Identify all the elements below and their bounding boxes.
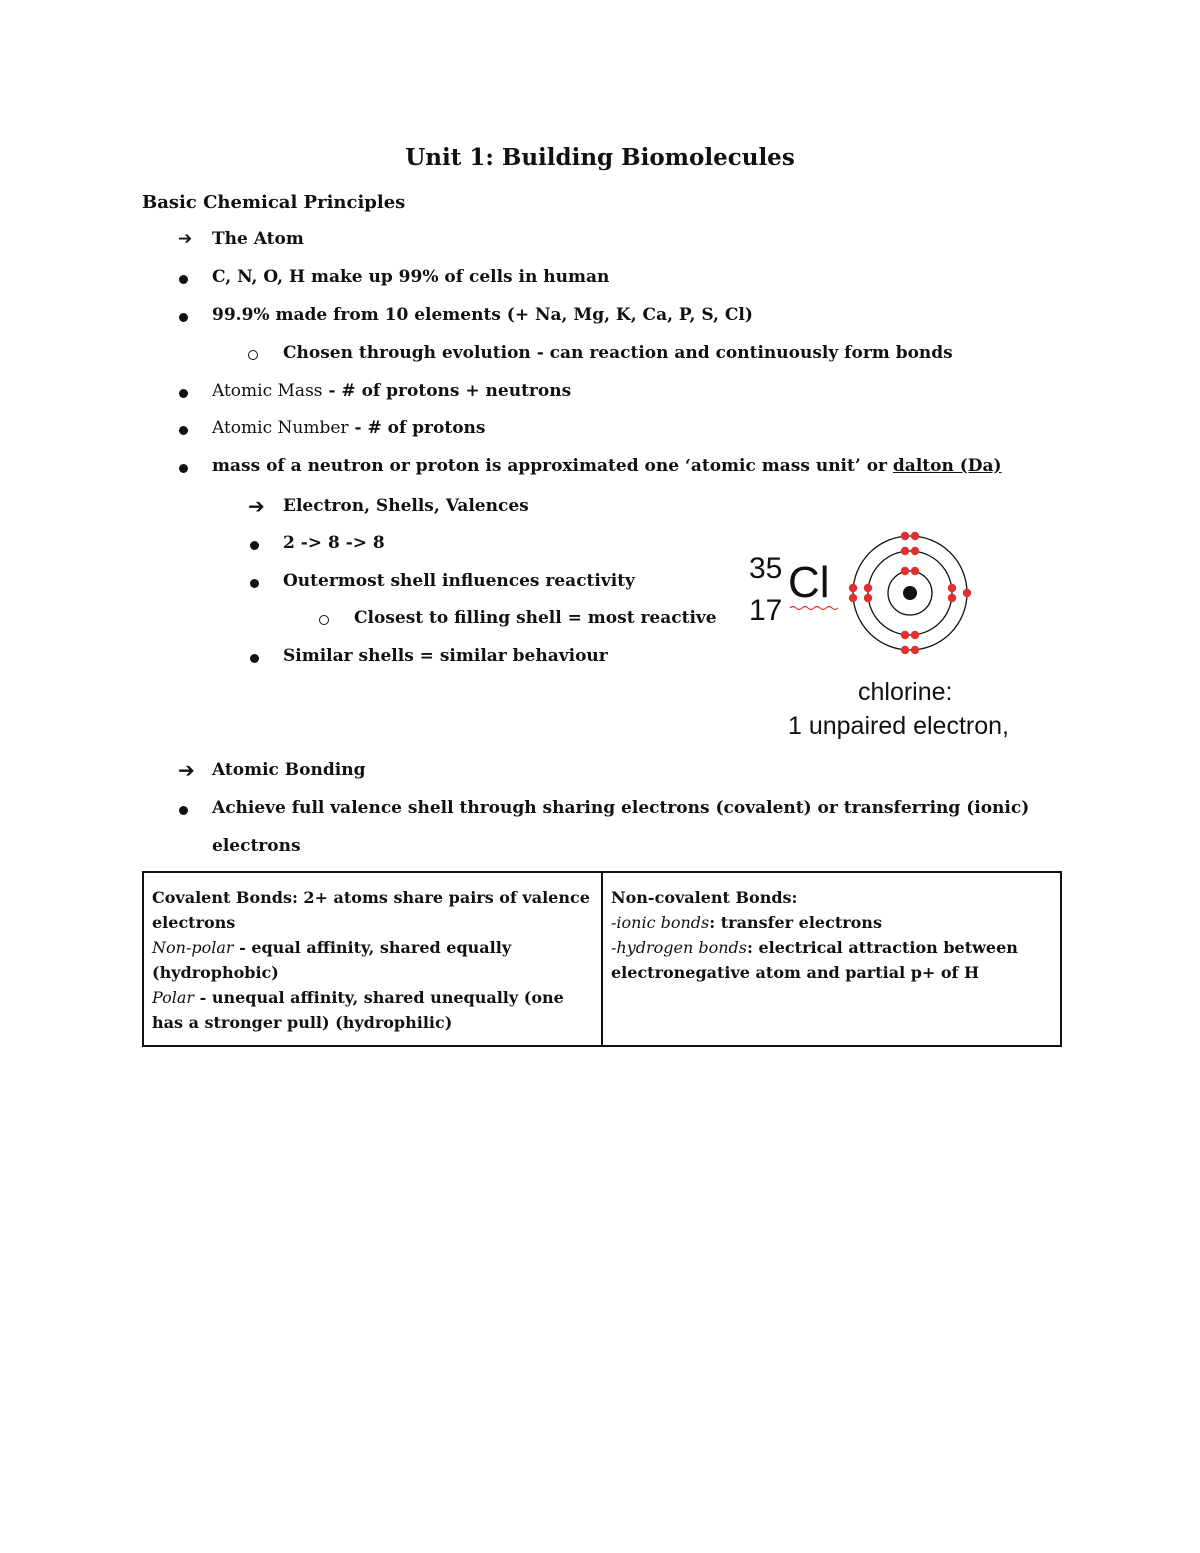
noncovalent-cell — [602, 872, 1061, 1046]
atom-sub-bullet: Chosen through evolution - can reaction and continuously form bonds — [283, 343, 953, 363]
bullet-icon — [179, 313, 188, 322]
section-heading: Basic Chemical Principles — [142, 192, 406, 213]
electron-shell-diagram — [740, 522, 1050, 672]
electrons-heading-text: Electron, Shells, Valences — [283, 496, 529, 516]
hydrogen-text: : electrical attraction between electronegative atom and partial p+ of H — [611, 938, 1018, 982]
polar-text: - unequal affinity, shared unequally (one has a stronger pull) (hydrophilic) — [152, 988, 564, 1032]
bonding-heading-text: Atomic Bonding — [212, 760, 366, 780]
electrons-bullet-3: Similar shells = similar behaviour — [283, 646, 608, 666]
nonpolar-label: Non-polar — [152, 938, 234, 957]
covalent-title: Covalent Bonds — [152, 888, 292, 907]
chlorine-diagram — [740, 522, 1050, 748]
bonding-heading — [178, 758, 366, 782]
diagram-caption-2: 1 unpaired electron, — [788, 712, 1009, 740]
atomic-mass-line — [212, 381, 571, 401]
atomic-number-label: Atomic Number — [212, 418, 349, 438]
arrow-icon: ➔ — [248, 494, 265, 518]
electron-shell-3 — [901, 646, 909, 654]
electron-shell-3 — [849, 594, 857, 602]
bullet-icon — [179, 426, 188, 435]
element-symbol: Cl — [788, 558, 830, 607]
atomic-number-line — [212, 418, 485, 438]
circle-bullet-icon — [319, 615, 329, 625]
dalton-term: dalton (Da) — [892, 456, 1002, 476]
bonds-table — [142, 871, 1062, 1047]
bullet-icon — [250, 579, 259, 588]
atom-bullet-1: C, N, O, H make up 99% of cells in human — [212, 267, 610, 287]
noncovalent-title: Non-covalent Bonds: — [611, 888, 798, 907]
ionic-label: -ionic bonds — [611, 913, 710, 932]
covalent-cell — [143, 872, 602, 1046]
electron-shell-2 — [911, 631, 919, 639]
atom-bullet-2: 99.9% made from 10 elements (+ Na, Mg, K, Ca, P, S, Cl) — [212, 305, 753, 325]
electrons-sub-bullet: Closest to filling shell = most reactive — [354, 608, 717, 628]
bullet-icon — [250, 654, 259, 663]
dalton-line — [212, 456, 1002, 476]
electron-shell-3 — [963, 589, 971, 597]
electron-shell-2 — [948, 584, 956, 592]
electron-shell-2 — [901, 547, 909, 555]
bullet-icon — [250, 541, 259, 550]
bullet-icon — [179, 275, 188, 284]
atomic-number: 17 — [749, 594, 783, 627]
electron-shell-2 — [901, 631, 909, 639]
electrons-heading — [248, 494, 529, 518]
atomic-number-def: - # of protons — [348, 418, 486, 438]
electron-shell-2 — [948, 594, 956, 602]
bonding-bullet-line-1: Achieve full valence shell through sharing electrons (covalent) or transferring (ionic) — [212, 798, 1030, 818]
electron-shell-3 — [849, 584, 857, 592]
electrons-bullet-2: Outermost shell influences reactivity — [283, 571, 635, 591]
arrow-icon: ➔ — [178, 229, 193, 249]
bonding-bullet-line-2: electrons — [212, 836, 301, 856]
atomic-mass-def: - # of protons + neutrons — [322, 381, 572, 401]
ionic-text: : transfer electrons — [709, 913, 882, 932]
bullet-icon — [179, 806, 188, 815]
page-title: Unit 1: Building Biomolecules — [405, 144, 795, 171]
electrons-bullet-1: 2 -> 8 -> 8 — [283, 533, 385, 553]
electron-shell-1 — [901, 567, 909, 575]
electron-shell-3 — [911, 646, 919, 654]
nucleus — [903, 586, 917, 600]
bullet-icon — [179, 389, 188, 398]
polar-label: Polar — [152, 988, 195, 1007]
dalton-text: mass of a neutron or proton is approximated one ‘atomic mass unit’ or — [212, 456, 893, 476]
nonpolar-text: - equal affinity, shared equally (hydrophobic) — [152, 938, 512, 982]
electron-shell-2 — [911, 547, 919, 555]
arrow-icon: ➔ — [178, 758, 195, 782]
circle-bullet-icon — [248, 350, 258, 360]
covalent-title-rest: : 2+ atoms share pairs of valence electrons — [152, 888, 590, 932]
atomic-mass-label: Atomic Mass — [212, 381, 323, 401]
bullet-icon — [179, 464, 188, 473]
hydrogen-label: -hydrogen bonds — [611, 938, 748, 957]
diagram-caption-1: chlorine: — [858, 678, 953, 706]
atom-heading — [178, 229, 304, 249]
electron-shell-1 — [911, 567, 919, 575]
electron-shell-3 — [911, 532, 919, 540]
electron-shell-2 — [864, 594, 872, 602]
atom-heading-text: The Atom — [212, 229, 304, 249]
electron-shell-2 — [864, 584, 872, 592]
mass-number: 35 — [749, 552, 783, 585]
electron-shell-3 — [901, 532, 909, 540]
